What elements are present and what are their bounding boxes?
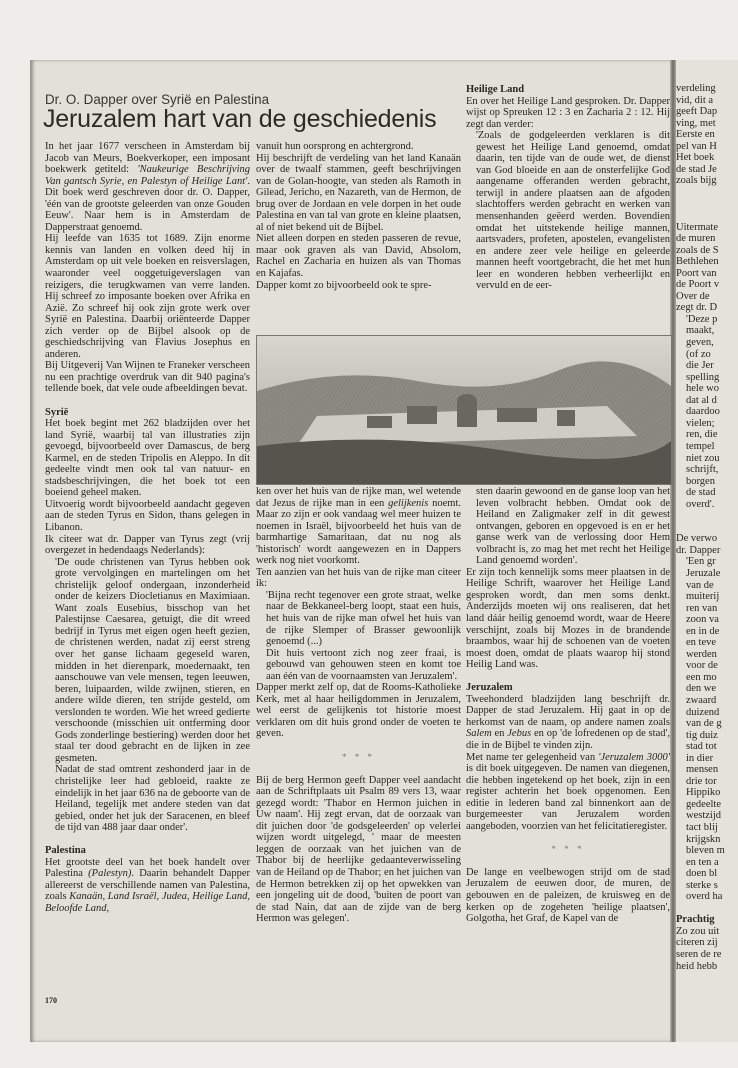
text-run: noemt. Maar zo zijn er ook vandaag wel meer huizen te noemen in Israël, bijvoorbeeld het huis van de barmhartige Samaritaan, dat nu nog als 'historisch' wordt aangewezen en in Dappers werk nog niet voorkomt.: [256, 497, 461, 567]
italic-text: Salem: [466, 728, 492, 740]
paragraph: [256, 682, 461, 740]
next-page-column: [676, 83, 725, 972]
text-run: Hij beschrijft de verdeling van het land Kanaän over de twaalf stammen, geeft beschrijvingen van de Golan-hoogte, van steden als Ramoth in Gilead, Jericho, en Nazareth, van de Hermon, de brug over de Jordaan en vele dorpen in het oude Palestina en van tal van grote en kleine plaatsen, al of niet bekend uit de Bijbel.: [256, 152, 461, 233]
text-line: zoals bijg: [676, 175, 717, 187]
text-run: Heilige Land: [466, 84, 525, 95]
text-line: spelling: [686, 371, 720, 383]
text-line: Hippiko: [686, 787, 721, 799]
paragraph: [256, 280, 461, 292]
text-line: de muren: [676, 233, 716, 245]
text-line: stad tot: [686, 741, 717, 753]
text-line: [676, 903, 725, 915]
text-line: tempel: [686, 440, 715, 452]
column-2-bottom: [256, 486, 461, 925]
text-run: Bij de berg Hermon geeft Dapper veel aandacht aan de Schriftplaats uit Psalm 89 vers 13, waar gezegd wordt: 'Thabor en Hermon juichen in Uw naam'. Hij zegt ervan, dat de oorzaak van dit juichen door 'de godsgeleerden' op velerlei wijzen wordt uitgelegd, ' maar de meesten leggen de oorzaak van het juichen van de Thabor bij de heerlijke gedaanteverwisseling van de Heiland op de Thabor; en het juichen van de Hermon betrekken zij op het opwekken van een jongeling uit de dood, 'buiten de poort van de stad Nain, dat aan de zijde van de berg Hermon was gelegen'.: [256, 774, 461, 925]
text-line: mensen: [686, 764, 719, 776]
text-line: duizend: [686, 706, 720, 718]
column-1: [45, 141, 250, 915]
text-run: Jeruzalem: [466, 682, 513, 694]
text-line: geeft Dap: [676, 106, 718, 118]
text-run: vanuit hun oorsprong en achtergrond.: [256, 141, 414, 152]
text-run: * * *: [342, 751, 375, 762]
text-line: van de g: [686, 718, 722, 730]
text-run: Er zijn toch kennelijk soms meer plaatsen in de Heilige Schrift, waarover het Heilige Land gesproken wordt, dan men soms denkt. Anderzijds moeten wij ons realiseren, dat het land dáár heilig genoemd wordt, waar de Heere verschijnt, zoals bij Mozes in de brandende braambos, waar hij de schoenen van de voeten moest doen, omdat de plaats waarop hij stond Heilig Land was.: [466, 566, 670, 671]
text-line: zoon va: [686, 614, 719, 626]
text-line: ren, die: [686, 429, 718, 441]
text-line: verdeling: [676, 83, 716, 94]
text-line: [676, 210, 725, 222]
spacer: [45, 395, 250, 407]
paragraph: [466, 694, 670, 752]
text-line: Over de: [676, 290, 710, 302]
text-line: seren de re: [676, 949, 722, 961]
quote-paragraph: [256, 648, 461, 683]
text-run: Hij leefde van 1635 tot 1689. Zijn enorme kennis van landen en volken deed hij in Amsterdam op uit vele boeken en reisverslagen, waaronder veel ooggetuigeverslagen van reizigers, die terugkwamen van verre landen. Hij schreef zo imposante boeken over Afrika en Azië. Zo schreef hij ook zijn grote werk over Syrië en Palestina. Daarbij oriënteerde Dapper zich verder op de Bijbel alsook op de geschiedschrijving van Flavius Josephus en anderen.: [45, 233, 250, 360]
spacer: [466, 671, 670, 683]
text-line: ren van: [686, 602, 718, 614]
text-line: den we: [686, 683, 717, 695]
spacer: [256, 763, 461, 775]
text-line: zoals de S: [676, 244, 719, 256]
article-headline: Jeruzalem hart van de geschiedenis: [43, 105, 437, 133]
text-run: En over het Heilige Land gesproken. Dr. Dapper wijst op Spreuken 12 : 3 en Zacharia 2 : 12. Hij zegt dan verder:: [466, 95, 670, 130]
text-line: Zo zou uit: [676, 925, 720, 937]
text-line: zwaard: [686, 694, 717, 706]
paragraph: [466, 752, 670, 833]
italic-text: Jebus: [507, 728, 532, 740]
paragraph: [45, 418, 250, 499]
text-run: . Dit boek werd geschreven door dr. O. Dapper, 'één van de grootste geleerden van onze Gouden Eeuw'. Naar hem is in Amsterdam de Dapperstraat genoemd.: [45, 175, 250, 233]
text-run: Het boek begint met 262 bladzijden over het land Syrië, waarbij tal van illustraties zijn gevoegd, bijvoorbeeld over Damascus, de berg Karmel, en de steden Tripolis en Aleppo. In dit gedeelte vindt men ook tal van natuur- en stadsbeschrijvingen, die het boek tot een boeiend geheel maken.: [45, 418, 250, 499]
text-line: heid hebb: [676, 960, 718, 972]
text-line: schrijft,: [686, 464, 719, 476]
paragraph: [256, 486, 461, 567]
column-3-top: [466, 84, 670, 292]
text-run: Syrië: [45, 406, 69, 418]
text-line: pel van H: [676, 140, 717, 152]
text-run: Uitvoerig wordt bijvoorbeeld aandacht gegeven aan de steden Tyrus en Sidon, thans gelegen in Libanon.: [45, 498, 250, 533]
text-run: ken over het huis van de rijke man, wel wetende dat Jezus de rijke man in een: [256, 486, 461, 509]
engraving-image: [257, 336, 671, 484]
text-line: die Jer: [686, 360, 714, 372]
paragraph: [45, 141, 250, 233]
text-line: doen bl: [686, 868, 718, 880]
text-line: [676, 198, 725, 210]
text-run: De lange en veelbewogen strijd om de stad Jeruzalem de eeuwen door, de muren, de gebouwen en de paleizen, de kruisweg en de kerken op de zogeheten 'heilige plaatsen', Golgotha, het Graf, de Kapel van de: [466, 866, 670, 925]
text-run: In het jaar 1677 verscheen in Amsterdam bij Jacob van Meurs, Boekverkoper, een imposant boekwerk getiteld:: [45, 141, 250, 176]
text-line: en teve: [686, 637, 717, 649]
paragraph: [45, 857, 250, 915]
text-line: sterke s: [686, 879, 718, 891]
text-line: Bethlehen: [676, 256, 719, 268]
text-run: * * *: [551, 843, 585, 854]
italic-text: gelijkenis: [388, 497, 429, 509]
text-run: . Daarin behandelt Dapper allereerst de verschillende namen van Palestina, zoals: [45, 868, 250, 903]
text-line: vid, dit a: [676, 94, 714, 106]
text-line: ving, met: [676, 117, 716, 129]
spacer: [466, 855, 670, 867]
text-line: Uitermate: [676, 221, 718, 233]
text-run: Ik citeer wat dr. Dapper van Tyrus zegt (vrij overgezet in hedendaags Nederlands):: [45, 533, 250, 557]
paragraph: [466, 96, 670, 131]
text-line: 'Een gr: [686, 556, 716, 568]
section-divider: [256, 752, 461, 764]
column-3-bottom: [466, 486, 670, 925]
text-run: Dapper komt zo bijvoorbeeld ook te spre-: [256, 279, 432, 291]
quote-paragraph: [466, 130, 670, 292]
text-line: drie tor: [686, 775, 717, 787]
text-line: overd'.: [686, 498, 715, 510]
text-line: tig duiz: [686, 729, 718, 741]
text-line: en in de: [686, 625, 720, 637]
text-line: overd ha: [686, 891, 723, 903]
text-line: borgen: [686, 475, 715, 487]
section-heading: [466, 682, 670, 694]
text-run: Dapper merkt zelf op, dat de Rooms-Katholieke Kerk, met al haar heiligdommen in Jeruzalem, wel eerst de gelijkenis tot historie moest verklaren om dit huis grond onder de voeten te geven.: [256, 682, 461, 740]
spacer: [256, 740, 461, 752]
text-line: en ten a: [686, 856, 719, 868]
text-line: 'Deze p: [686, 313, 718, 325]
section-heading: Prachtig: [676, 914, 715, 926]
paragraph: [256, 775, 461, 925]
text-line: tact blij: [686, 822, 718, 833]
text-line: in dier: [686, 752, 714, 764]
paragraph: [45, 233, 250, 360]
text-run: is dit boek uitgegeven. De namen van diegenen, die hebben ingetekend op het boek, zijn in een register achterin het boek opgenomen. Een editie in lederen band zal binnenkort aan de burgemeester van Jeruzalem worden aangeboden, voorzien van het felicitatieregister.: [466, 763, 670, 832]
text-line: daardoo: [686, 406, 720, 418]
text-line: (of zo: [686, 348, 711, 360]
text-line: voor de: [686, 660, 718, 672]
section-heading: [466, 84, 670, 96]
paragraph: [256, 567, 461, 590]
text-line: krijgskn: [686, 833, 721, 845]
paragraph: [256, 141, 461, 153]
text-line: citeren zij: [676, 937, 718, 949]
spacer: [466, 832, 670, 844]
paragraph: [466, 867, 670, 925]
paragraph: [256, 233, 461, 279]
text-line: werden: [686, 648, 717, 660]
text-line: een mo: [686, 671, 717, 683]
text-line: westzijd: [686, 810, 721, 822]
text-line: de stad: [686, 487, 716, 499]
paragraph: [466, 567, 670, 671]
text-line: gedeelte: [686, 798, 721, 810]
text-line: dat al d: [686, 394, 717, 406]
text-run: sten daarin gewoond en de ganse loop van het leven volbracht hebben. Omdat ook de Heiland en Zaligmaker zelf in dit gewest ontvangen, geboren en opgevoed is en er het ganse werk van de verlossing door Hem volbracht is, zo mag het met recht het Heilige Land genoemd worden'.: [476, 486, 670, 567]
italic-text: (Palestyn): [88, 868, 132, 880]
text-line: Poort van: [676, 267, 717, 279]
text-run: 'Zoals de godgeleerden verklaren is dit gewest het Heilige Land genoemd, omdat daarin, ten tijde van de oude wet, de dienst van God bloeide en aan de onsterfelijke God aangename offeranden werden gebracht, terwijl in andere plaatsen aan de afgoden slachtoffers werden gebracht en werken van mensenhanden geëerd werden. Bovendien omdat het uitstekende heilige mannen, aartsvaders, profeten, apostelen, evangelisten en andere zeer vele heilige en geleerde mannen heeft voortgebracht, die het met hun leer en wonderen hebben verheerlijkt en vervuld en de eer-: [476, 130, 670, 292]
text-line: Jeruzale: [686, 567, 721, 579]
text-run: 'Bijna recht tegenover een grote straat, welke naar de Bekkaneel-berg loopt, staat een huis, het huis van de rijke man ofwel het huis van de rijke Slemper of Brasser gewoonlijk genoemd (...): [266, 589, 461, 648]
paragraph: [45, 360, 250, 395]
text-run: en: [491, 728, 508, 740]
text-run: Palestina: [45, 845, 86, 857]
text-line: vielen;: [686, 417, 715, 429]
text-run: en op 'de lofredenen op de stad', die in de Bijbel te vinden zijn.: [466, 728, 670, 751]
text-line: Het boek: [676, 152, 715, 164]
section-divider: [466, 844, 670, 856]
italic-text: Kanaän, Land Israël, Judea, Heilige Land, Beloofde Land,: [45, 891, 251, 914]
text-run: Tweehonderd bladzijden lang beschrijft dr. Dapper de stad Jeruzalem. Hij gaat in op de herkomst van de naam, op andere namen zoals: [466, 693, 670, 728]
text-line: geven,: [686, 337, 714, 349]
text-line: zegt dr. D: [676, 302, 718, 314]
text-line: Eerste en: [676, 129, 715, 141]
column-2-top: [256, 141, 461, 291]
italic-text: 'Jeruzalem 3000': [598, 751, 670, 763]
text-line: niet zou: [686, 452, 720, 464]
text-run: Nadat de stad omtrent zeshonderd jaar in de christelijke leer had gebloeid, raakte ze eindelijk in het jaar 636 na de geboorte van de Heiland, tegelijk met andere steden van dat gebied, onder het juk der Saracenen, en bleef de tijd van 488 jaar daar onder'.: [55, 764, 250, 834]
paragraph: [45, 499, 250, 534]
quote-paragraph: [45, 764, 250, 833]
text-run: Het grootste deel van het boek handelt over Palestina: [45, 856, 250, 880]
text-run: 'De oude christenen van Tyrus hebben ook grote vervolgingen en martelingen om het christelijk geloof ondergaan, inzonderheid onder de keizers Diocletianus en Maximiaan. Want zoals Eusebius, bisschop van het Palestijnse Caesarea, getuigt, die dit wreed bedrijf in Tyrus met eigen ogen heeft gezien, de christenen werden, nadat zij eerst streng over het ganse lichaam gegeseld waren, midden in het dierenpark, moedernaakt, ten aanschouwe van vele mensen, tegen leeuwen, beren, luipaarden, wilde zwijnen, stieren, en andere wilde dieren, ten strijde gesteld, om verslonden te worden. Wie het wreed gedierte verschoonde (misschien uit ontferming door Gods zonderlinge bestiering) werden door het staal ter dood gebracht en de lijken in zee gesmeten.: [55, 556, 250, 764]
quote-paragraph: [466, 486, 670, 567]
text-line: dr. Dapper: [676, 544, 721, 556]
quote-paragraph: [256, 590, 461, 648]
text-run: Dit huis vertoont zich nog zeer fraai, is gebouwd van gehouwen steen en komt toe aan één van de voornaamsten van Jeruzalem'.: [266, 647, 461, 682]
text-line: [676, 510, 725, 522]
page-number: 170: [45, 996, 57, 1005]
spacer: [45, 834, 250, 846]
text-run: Niet alleen dorpen en steden passeren de revue, maar ook graven als van David, Absolom, Rachel en Zacharia en huizen als van Thomas en Kajafas.: [256, 233, 461, 280]
text-line: bleven m: [686, 845, 725, 857]
text-line: de Poort v: [676, 279, 720, 291]
quote-paragraph: [45, 557, 250, 765]
text-line: [676, 187, 725, 199]
text-line: De verwo: [676, 533, 718, 545]
section-heading: [45, 407, 250, 419]
text-run: Met name ter gelegenheid van: [466, 751, 599, 763]
text-line: [676, 522, 725, 534]
text-line: muiterij: [686, 591, 720, 603]
paragraph: [45, 534, 250, 557]
article-kicker: Dr. O. Dapper over Syrië en Palestina: [45, 92, 270, 107]
section-heading: [45, 845, 250, 857]
text-run: Bij Uitgeverij Van Wijnen te Franeker verscheen nu een prachtige overdruk van dit 940 pagina's tellende boek, dat vele oude afbeeldingen bevat.: [45, 360, 250, 395]
text-line: hele wo: [686, 383, 719, 395]
next-page-fragment: [676, 60, 738, 1042]
text-line: maakt,: [686, 325, 715, 337]
jerusalem-engraving-illustration: [256, 335, 672, 485]
text-line: van de: [686, 579, 714, 591]
text-run: Ten aanzien van het huis van de rijke man citeer ik:: [256, 566, 461, 590]
text-line: de stad Je: [676, 163, 717, 175]
italic-text: 'Naukeurige Beschrijving Van gantsch Syrie, en Palestyn of Heilige Lant': [45, 164, 250, 187]
paragraph: [256, 153, 461, 234]
